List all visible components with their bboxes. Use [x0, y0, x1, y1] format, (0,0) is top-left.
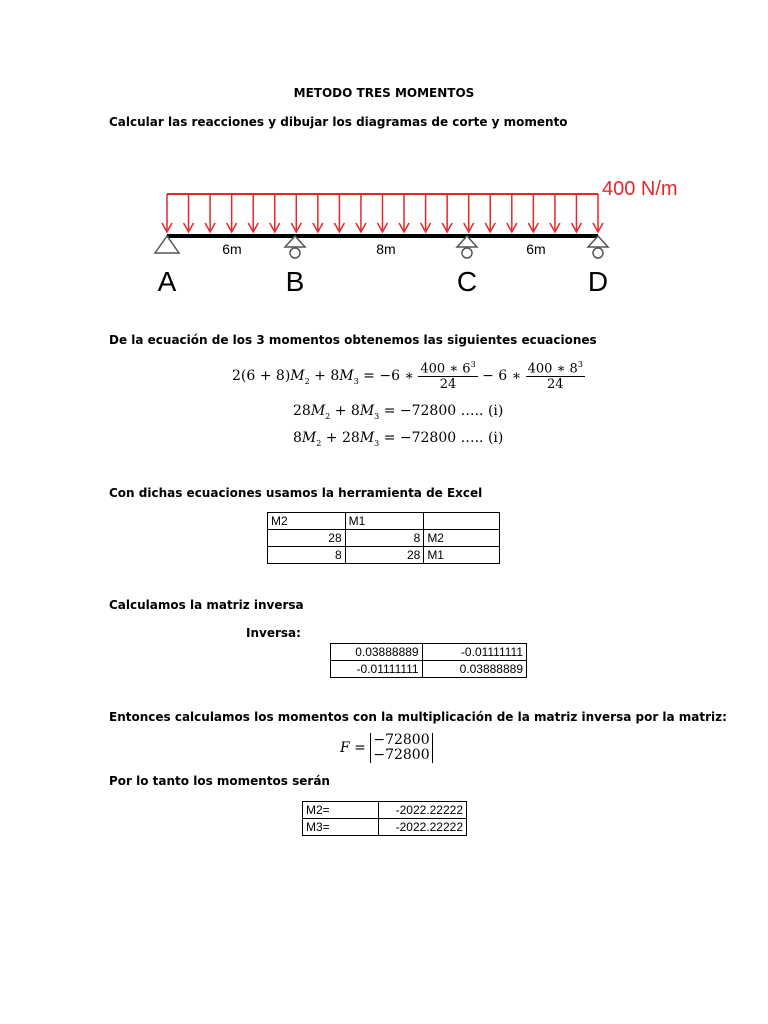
excel-cell: 8: [268, 547, 346, 564]
equations-intro: De la ecuación de los 3 momentos obtenemos las siguientes ecuaciones: [109, 333, 597, 347]
inverse-intro: Calculamos la matriz inversa: [109, 598, 304, 612]
eq2-m2: M: [310, 403, 326, 419]
eq1-m2: M: [290, 368, 305, 385]
f-matrix-equation: [340, 733, 433, 763]
result-row: [303, 802, 467, 819]
support-label-d: D: [587, 266, 609, 297]
result-value-cell: -2022.22222: [379, 819, 467, 836]
eq3-m3-sub: 3: [374, 438, 380, 448]
page-title: METODO TRES MOMENTOS: [293, 86, 475, 100]
eq2-rhs: = −72800 ….. (i): [379, 403, 504, 419]
eq1-frac1-den: 24: [439, 377, 457, 393]
eq1-m3: M: [339, 368, 354, 385]
span-label-bc: 8m: [376, 241, 396, 257]
excel-cell: M1: [424, 547, 500, 564]
eq3-coef-a: 8: [293, 430, 302, 446]
beam-diagram: [140, 170, 700, 300]
excel-cell: 8: [345, 530, 424, 547]
eq2-coef-a: 28: [293, 403, 311, 419]
eq1-plus8: + 8: [309, 368, 340, 385]
eq2-m2-sub: 2: [325, 411, 331, 421]
eq3-m3: M: [359, 430, 375, 446]
excel-header-cell: M1: [345, 513, 424, 530]
load-label: 400 N/m: [602, 178, 678, 200]
eq3-coef-b: + 28: [321, 430, 360, 446]
f-label: F: [340, 740, 350, 756]
support-label-a: A: [157, 266, 177, 297]
result-label-cell: M3=: [303, 819, 379, 836]
eq2-m3: M: [359, 403, 375, 419]
f-matrix-bracket: [370, 733, 432, 763]
eq2-coef-b: + 8: [330, 403, 360, 419]
eq3-m2: M: [301, 430, 317, 446]
eq1-frac2-exp: 3: [577, 360, 583, 369]
eq1-left: 2(6 + 8): [232, 368, 291, 385]
equation-1: [232, 360, 585, 392]
eq1-frac1-num: 400 ∗ 6: [420, 361, 471, 377]
excel-row: [268, 547, 500, 564]
eq1-fraction-1: [418, 360, 477, 392]
span-label-ab: 6m: [222, 241, 242, 257]
support-b-roller: [285, 236, 305, 258]
f-matrix-value: −72800: [373, 732, 430, 748]
excel-row: [268, 530, 500, 547]
result-label-cell: M2=: [303, 802, 379, 819]
eq3-m2-sub: 2: [316, 438, 322, 448]
excel-header-row: [268, 513, 500, 530]
support-label-c: C: [456, 266, 478, 297]
inverse-cell: 0.03888889: [422, 661, 526, 678]
inverse-cell: -0.01111111: [331, 661, 423, 678]
load-arrows: [162, 194, 603, 232]
inverse-label: Inversa:: [246, 626, 301, 640]
eq3-rhs: = −72800 ….. (i): [379, 430, 504, 446]
inverse-cell: -0.01111111: [422, 644, 526, 661]
result-table: [302, 801, 467, 836]
inverse-cell: 0.03888889: [331, 644, 423, 661]
eq1-equals: = −6 ∗: [358, 368, 419, 385]
support-c-roller: [457, 236, 477, 258]
eq1-fraction-2: [526, 360, 585, 392]
inverse-row: [331, 644, 527, 661]
excel-table: [267, 512, 500, 564]
equation-3: [293, 430, 503, 448]
moments-intro: Entonces calculamos los momentos con la multiplicación de la matriz inversa por la matriz:: [109, 710, 727, 724]
excel-cell: 28: [345, 547, 424, 564]
result-intro: Por lo tanto los momentos serán: [109, 774, 330, 788]
excel-intro: Con dichas ecuaciones usamos la herramienta de Excel: [109, 486, 483, 500]
eq1-frac2-num: 400 ∗ 8: [527, 361, 578, 377]
result-row: [303, 819, 467, 836]
support-d-roller: [588, 236, 608, 258]
eq1-mid: − 6 ∗: [477, 368, 526, 385]
support-a-pin: [155, 236, 179, 253]
eq1-m2-sub: 2: [304, 376, 310, 386]
span-label-cd: 6m: [526, 241, 546, 257]
excel-cell: 28: [268, 530, 346, 547]
excel-cell: M2: [424, 530, 500, 547]
inverse-row: [331, 661, 527, 678]
inverse-table: [330, 643, 527, 678]
excel-header-cell: M2: [268, 513, 346, 530]
f-equals: =: [349, 740, 371, 756]
eq1-frac1-exp: 3: [470, 360, 476, 369]
result-value-cell: -2022.22222: [379, 802, 467, 819]
eq2-m3-sub: 3: [374, 411, 380, 421]
eq1-m3-sub: 3: [353, 376, 359, 386]
f-matrix-value: −72800: [373, 747, 430, 763]
support-label-b: B: [285, 266, 305, 297]
excel-header-cell: [424, 513, 500, 530]
eq1-frac2-den: 24: [547, 377, 564, 393]
equation-2: [293, 403, 503, 421]
instruction-text: Calcular las reacciones y dibujar los diagramas de corte y momento: [109, 115, 568, 129]
